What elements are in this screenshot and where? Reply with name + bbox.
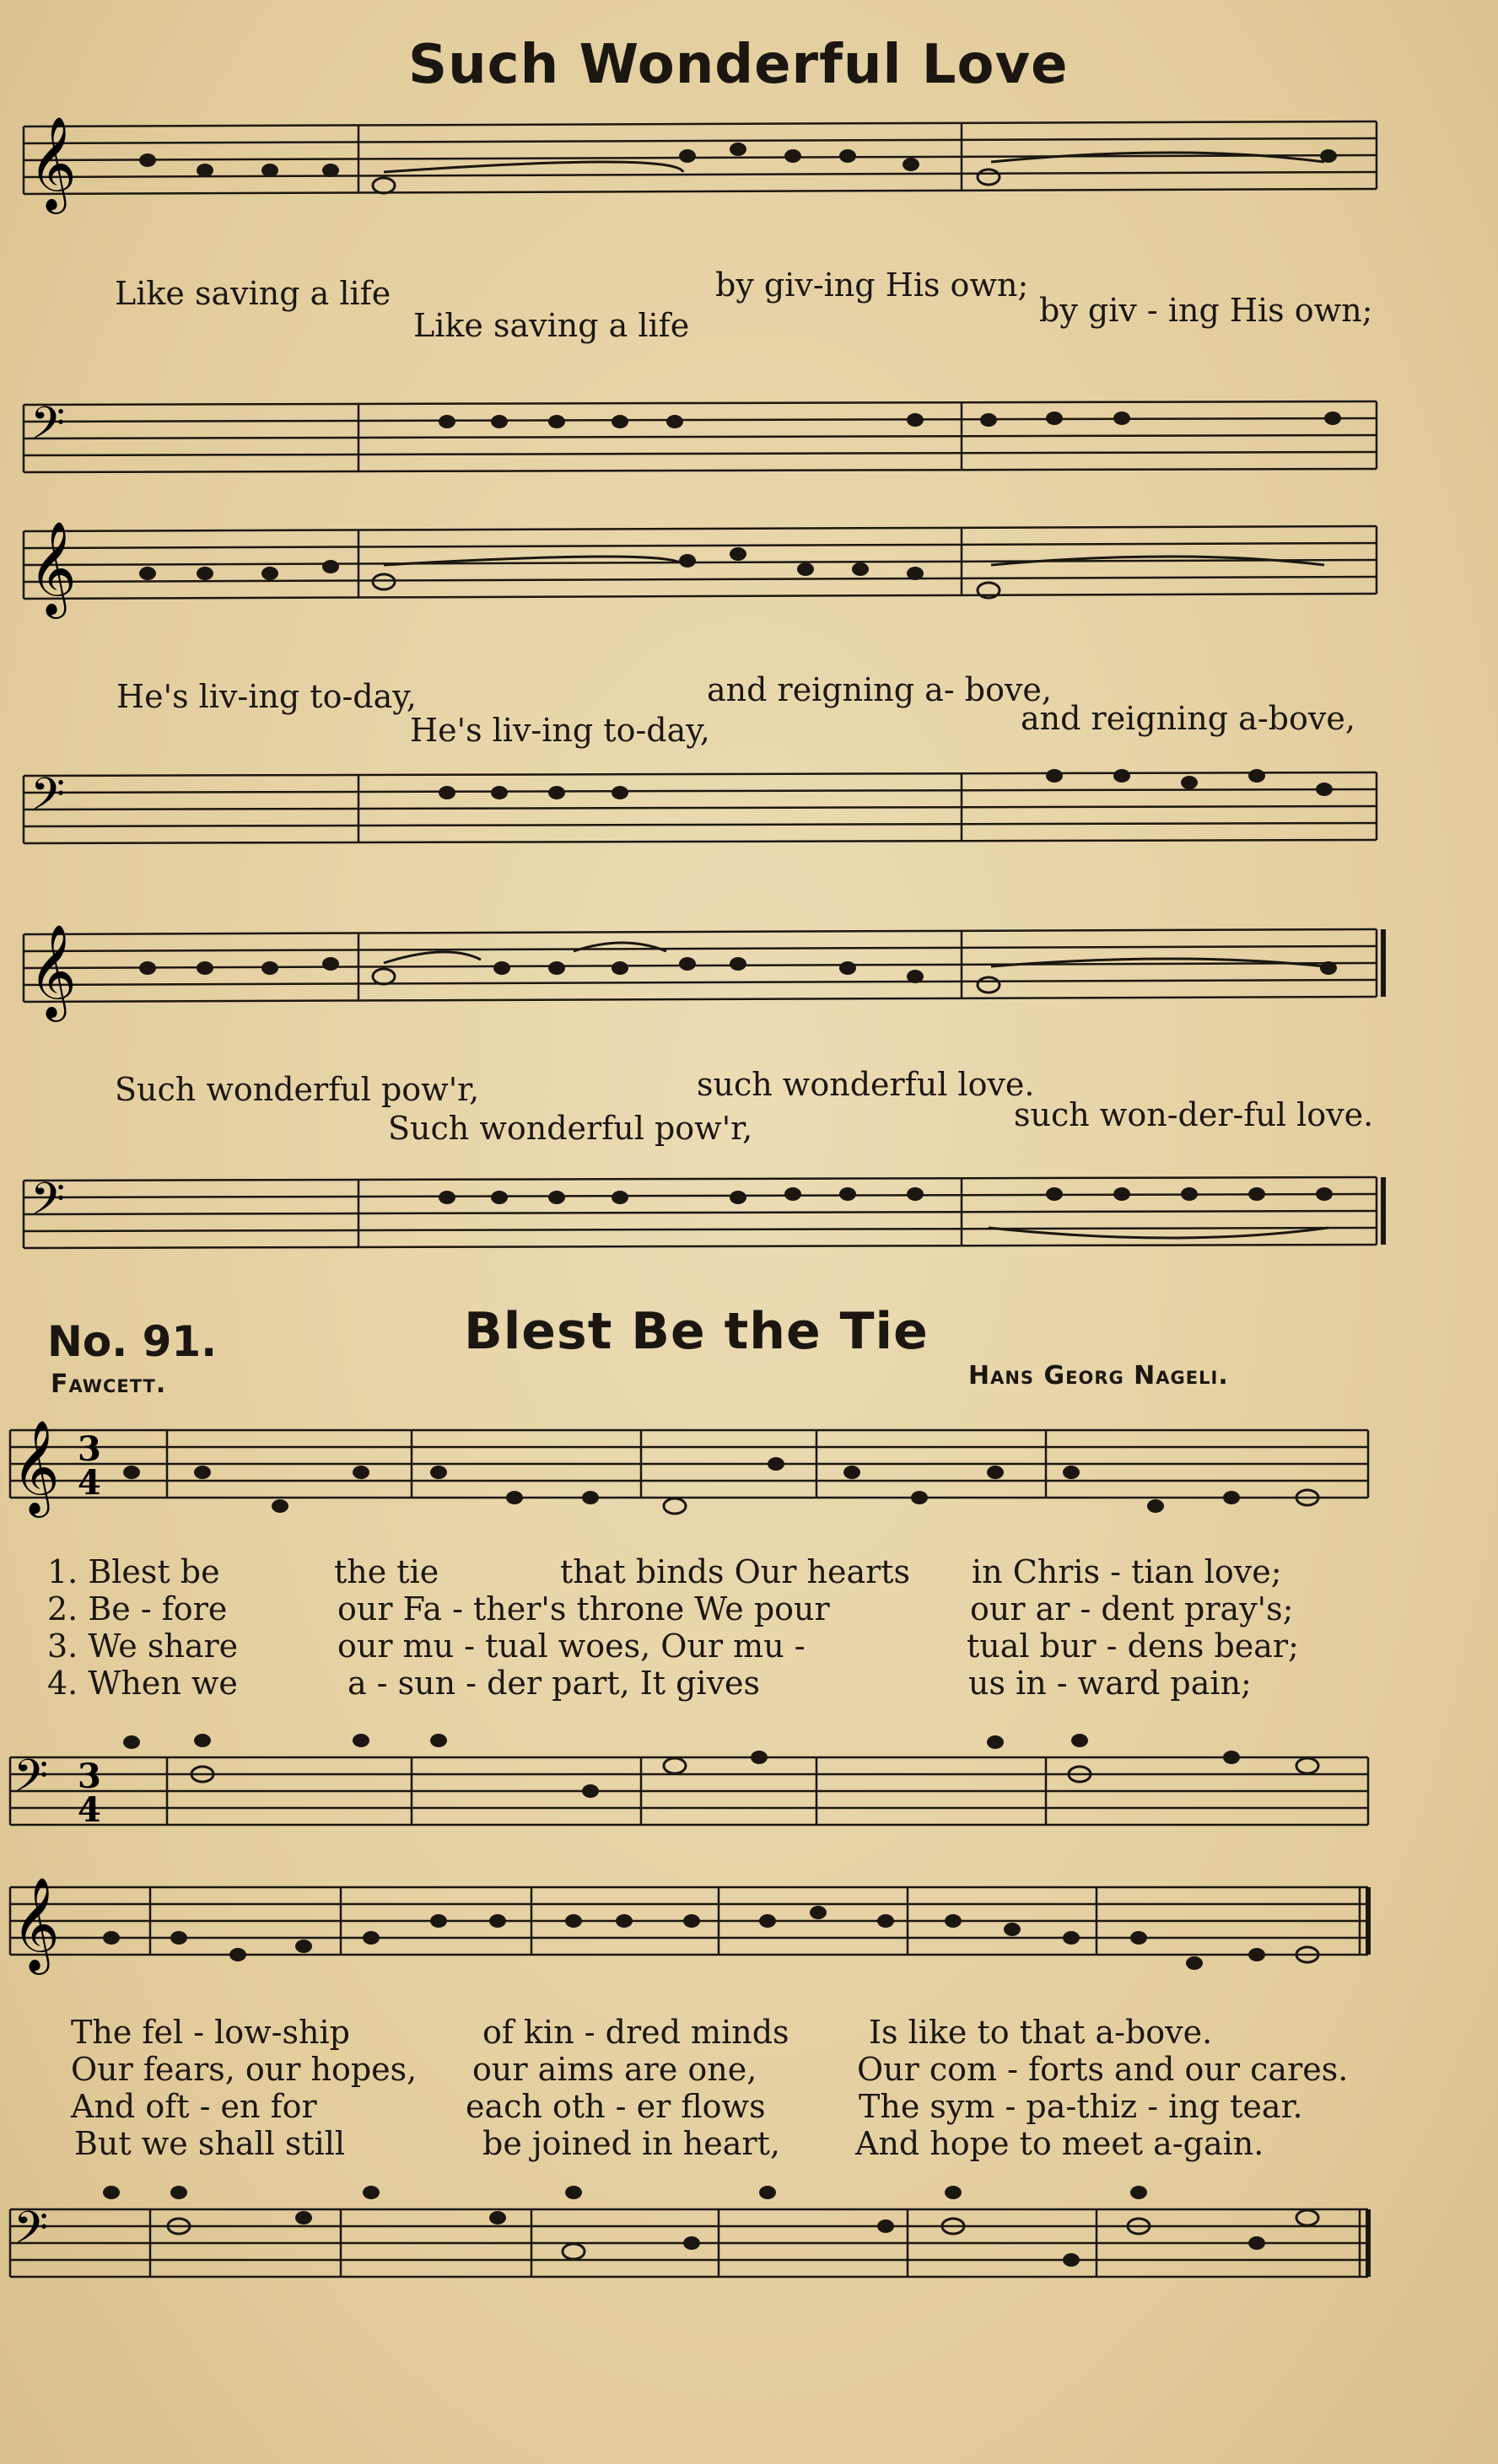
lyric-segment: 4. When we xyxy=(47,1665,238,1702)
lyric-line: He's liv-ing to-day, xyxy=(116,678,417,715)
svg-text:𝄢: 𝄢 xyxy=(30,769,66,831)
verse-line xyxy=(0,2088,1498,2125)
lyric-line: Like saving a life xyxy=(115,275,391,312)
lyric-line: Such wonderful pow'r, xyxy=(115,1071,480,1108)
lyric-segment: Is like to that a-bove. xyxy=(869,2014,1213,2051)
lyric-segment: of kin - dred minds xyxy=(482,2014,789,2051)
lyric-segment: our ar - dent pray's; xyxy=(970,1590,1294,1627)
svg-text:𝄢: 𝄢 xyxy=(13,2203,49,2265)
lyric-line: by giv - ing His own; xyxy=(1039,292,1373,329)
treble-staff xyxy=(0,917,1498,1019)
composer-credit: Hans Georg Nageli. xyxy=(968,1361,1229,1391)
song-title: Such Wonderful Love xyxy=(408,34,1069,96)
lyric-segment: The fel - low-ship xyxy=(71,2014,350,2051)
bass-staff xyxy=(0,388,1498,489)
lyric-segment: us in - ward pain; xyxy=(968,1665,1252,1702)
lyricist-credit: Fawcett. xyxy=(51,1369,167,1399)
svg-text:𝄢: 𝄢 xyxy=(30,398,66,460)
lyric-segment: our Fa - ther's throne We pour xyxy=(337,1590,830,1627)
lyric-segment: 3. We share xyxy=(47,1627,239,1665)
lyric-segment: And hope to meet a-gain. xyxy=(855,2125,1264,2162)
verse-line xyxy=(0,1590,1498,1627)
lyric-segment: be joined in heart, xyxy=(482,2125,780,2162)
verse-line xyxy=(0,1665,1498,1702)
lyric-line: by giv-ing His own; xyxy=(715,266,1029,304)
lyric-line: such wonderful love. xyxy=(697,1066,1035,1103)
lyric-segment: our mu - tual woes, Our mu - xyxy=(337,1627,806,1665)
lyric-line: Like saving a life xyxy=(413,307,690,344)
bass-staff xyxy=(0,759,1498,860)
verse-line xyxy=(0,1553,1498,1590)
svg-text:𝄞: 𝄞 xyxy=(12,1419,60,1514)
lyric-segment: 2. Be - fore xyxy=(47,1590,228,1627)
lyric-line: Such wonderful pow'r, xyxy=(388,1110,753,1147)
bass-staff xyxy=(0,2192,1498,2294)
svg-text:𝄞: 𝄞 xyxy=(29,116,77,210)
svg-text:𝄞: 𝄞 xyxy=(12,1876,60,1971)
hymn-number: No. 91. xyxy=(47,1317,218,1366)
lyric-segment: Our com - forts and our cares. xyxy=(857,2051,1349,2088)
lyric-line: He's liv-ing to-day, xyxy=(410,712,710,749)
lyric-segment: And oft - en for xyxy=(71,2088,317,2125)
lyric-segment: The sym - pa-thiz - ing tear. xyxy=(859,2088,1303,2125)
verse-line xyxy=(0,2051,1498,2088)
svg-text:3: 3 xyxy=(78,1757,101,1796)
lyric-segment: a - sun - der part, It gives xyxy=(348,1665,761,1702)
lyric-segment: in Chris - tian love; xyxy=(972,1553,1282,1590)
lyric-segment: But we shall still xyxy=(74,2125,346,2162)
lyric-segment: the tie xyxy=(334,1553,439,1590)
lyric-segment: that binds Our hearts xyxy=(560,1553,911,1590)
lyric-line: and reigning a- bove, xyxy=(707,671,1052,708)
lyric-segment: Our fears, our hopes, xyxy=(71,2051,418,2088)
svg-text:4: 4 xyxy=(78,1463,101,1503)
lyric-segment: tual bur - dens bear; xyxy=(967,1627,1299,1665)
treble-staff xyxy=(0,1870,1498,1972)
lyric-line: such won-der-ful love. xyxy=(1014,1096,1374,1133)
lyric-segment: our aims are one, xyxy=(472,2051,757,2088)
svg-text:𝄢: 𝄢 xyxy=(13,1751,49,1813)
verse-line xyxy=(0,2125,1498,2162)
lyric-line: and reigning a-bove, xyxy=(1021,700,1355,737)
lyric-segment: 1. Blest be xyxy=(47,1553,220,1590)
svg-text:𝄢: 𝄢 xyxy=(30,1174,66,1236)
verse-line xyxy=(0,2014,1498,2051)
svg-text:4: 4 xyxy=(78,1790,101,1830)
lyric-segment: each oth - er flows xyxy=(466,2088,766,2125)
song-title: Blest Be the Tie xyxy=(464,1302,929,1361)
treble-staff xyxy=(0,1413,1498,1514)
svg-text:𝄞: 𝄞 xyxy=(29,520,77,615)
verse-block xyxy=(0,2014,1498,2174)
verse-block xyxy=(0,1553,1498,1714)
treble-staff xyxy=(0,110,1498,211)
svg-text:𝄞: 𝄞 xyxy=(29,923,77,1018)
bass-staff xyxy=(0,1164,1498,1265)
treble-staff xyxy=(0,514,1498,616)
svg-text:3: 3 xyxy=(78,1429,101,1469)
verse-line xyxy=(0,1627,1498,1665)
bass-staff xyxy=(0,1740,1498,1842)
